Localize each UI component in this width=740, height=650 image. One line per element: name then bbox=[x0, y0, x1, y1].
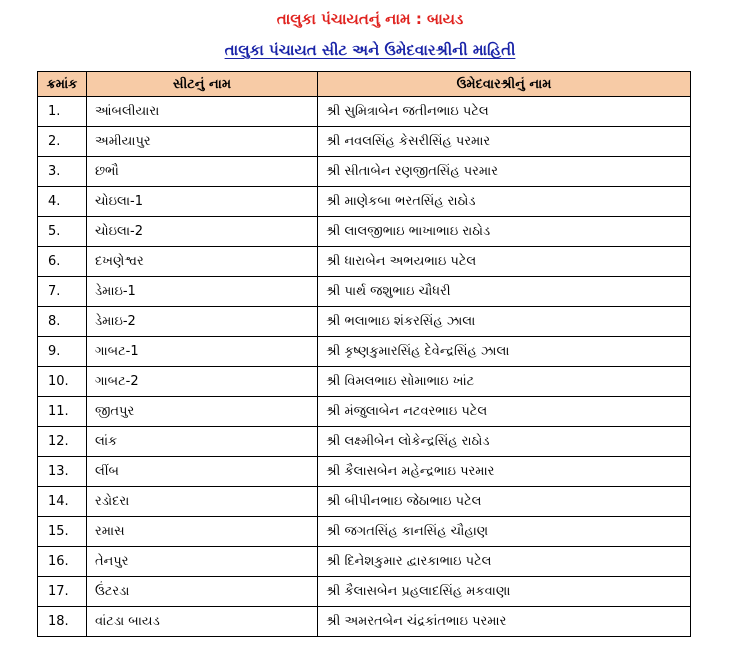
candidate-name-cell: શ્રી કૈલાસબેન પ્રહલાદસિંહ મકવાણા bbox=[318, 577, 691, 607]
serial-number-cell: 11. bbox=[38, 397, 87, 427]
table-row bbox=[38, 247, 691, 277]
serial-number-cell: 3. bbox=[38, 157, 87, 187]
serial-number-cell: 16. bbox=[38, 547, 87, 577]
table-row bbox=[38, 337, 691, 367]
candidate-name-cell: શ્રી કૈલાસબેન મહેન્દ્રભાઇ પરમાર bbox=[318, 457, 691, 487]
candidate-name-cell: શ્રી લાલજીભાઇ ભાખાભાઇ રાઠોડ bbox=[318, 217, 691, 247]
seat-name-cell: રડોદરા bbox=[87, 487, 318, 517]
candidate-name-cell: શ્રી દિનેશકુમાર દ્વારકાભાઇ પટેલ bbox=[318, 547, 691, 577]
serial-number-cell: 7. bbox=[38, 277, 87, 307]
table-header-row bbox=[38, 72, 691, 97]
page-subtitle bbox=[0, 41, 740, 59]
table-row bbox=[38, 487, 691, 517]
seat-name-cell: વાંટડા બાયડ bbox=[87, 607, 318, 637]
serial-number-cell: 1. bbox=[38, 97, 87, 127]
table-row bbox=[38, 187, 691, 217]
candidate-name-cell: શ્રી નવલસિંહ કેસરીસિંહ પરમાર bbox=[318, 127, 691, 157]
table-row bbox=[38, 97, 691, 127]
seat-name-cell: તેનપુર bbox=[87, 547, 318, 577]
seat-name-cell: ઉંટરડા bbox=[87, 577, 318, 607]
seat-name-cell: લાંક bbox=[87, 427, 318, 457]
table-row bbox=[38, 307, 691, 337]
table-row bbox=[38, 217, 691, 247]
serial-number-cell: 17. bbox=[38, 577, 87, 607]
table-row bbox=[38, 127, 691, 157]
seat-name-cell: જીતપુર bbox=[87, 397, 318, 427]
seat-name-cell: છભૌ bbox=[87, 157, 318, 187]
seat-name-cell: લીંબ bbox=[87, 457, 318, 487]
serial-number-cell: 4. bbox=[38, 187, 87, 217]
candidate-name-cell: શ્રી સુમિત્રાબેન જતીનભાઇ પટેલ bbox=[318, 97, 691, 127]
candidate-name-cell: શ્રી જગતસિંહ કાનસિંહ ચૌહાણ bbox=[318, 517, 691, 547]
page-title: તાલુકા પંચાયતનું નામ : બાયડ bbox=[276, 10, 464, 28]
seat-name-cell: અમીયાપુર bbox=[87, 127, 318, 157]
serial-number-cell: 2. bbox=[38, 127, 87, 157]
seat-name-cell: ડેમાઇ-1 bbox=[87, 277, 318, 307]
seat-name-cell: રમાસ bbox=[87, 517, 318, 547]
serial-number-cell: 5. bbox=[38, 217, 87, 247]
table-row bbox=[38, 517, 691, 547]
candidate-name-cell: શ્રી બીપીનભાઇ જેઠાભાઇ પટેલ bbox=[318, 487, 691, 517]
table-row bbox=[38, 397, 691, 427]
table-row bbox=[38, 457, 691, 487]
candidate-name-cell: શ્રી ભલાભાઇ શંકરસિંહ ઝાલા bbox=[318, 307, 691, 337]
header-serial-number: ક્રમાંક bbox=[38, 72, 87, 97]
candidate-name-cell: શ્રી સીતાબેન રણજીતસિંહ પરમાર bbox=[318, 157, 691, 187]
seat-name-cell: ગાબટ-2 bbox=[87, 367, 318, 397]
table-row bbox=[38, 157, 691, 187]
seat-name-cell: દખણેશ્વર bbox=[87, 247, 318, 277]
table-row bbox=[38, 367, 691, 397]
candidate-name-cell: શ્રી ધારાબેન અભયભાઇ પટેલ bbox=[318, 247, 691, 277]
seat-name-cell: ગાબટ-1 bbox=[87, 337, 318, 367]
table-row bbox=[38, 577, 691, 607]
table-row bbox=[38, 547, 691, 577]
serial-number-cell: 14. bbox=[38, 487, 87, 517]
header-candidate-name: ઉમેદવારશ્રીનું નામ bbox=[318, 72, 691, 97]
serial-number-cell: 12. bbox=[38, 427, 87, 457]
seat-name-cell: આંબલીયારા bbox=[87, 97, 318, 127]
seat-name-cell: ચોઇલા-1 bbox=[87, 187, 318, 217]
candidate-name-cell: શ્રી વિમલભાઇ સોમાભાઇ ખાંટ bbox=[318, 367, 691, 397]
serial-number-cell: 10. bbox=[38, 367, 87, 397]
seat-name-cell: ચોઇલા-2 bbox=[87, 217, 318, 247]
seat-name-cell: ડેમાઇ-2 bbox=[87, 307, 318, 337]
serial-number-cell: 9. bbox=[38, 337, 87, 367]
candidate-name-cell: શ્રી લક્ષ્મીબેન લોકેન્દ્રસિંહ રાઠોડ bbox=[318, 427, 691, 457]
page-subtitle-text: તાલુકા પંચાયત સીટ અને ઉમેદવારશ્રીની માહિતી bbox=[224, 41, 516, 59]
serial-number-cell: 6. bbox=[38, 247, 87, 277]
candidate-name-cell: શ્રી પાર્થ જશુભાઇ ચૌધરી bbox=[318, 277, 691, 307]
serial-number-cell: 18. bbox=[38, 607, 87, 637]
candidate-name-cell: શ્રી માણેકબા ભરતસિંહ રાઠોડ bbox=[318, 187, 691, 217]
candidate-name-cell: શ્રી કૃષ્ણકુમારસિંહ દેવેન્દ્રસિંહ ઝાલા bbox=[318, 337, 691, 367]
serial-number-cell: 15. bbox=[38, 517, 87, 547]
candidate-name-cell: શ્રી મંજુલાબેન નટવરભાઇ પટેલ bbox=[318, 397, 691, 427]
table-row bbox=[38, 277, 691, 307]
serial-number-cell: 8. bbox=[38, 307, 87, 337]
table-row bbox=[38, 427, 691, 457]
table-row bbox=[38, 607, 691, 637]
serial-number-cell: 13. bbox=[38, 457, 87, 487]
header-seat-name: સીટનું નામ bbox=[87, 72, 318, 97]
candidate-name-cell: શ્રી અમરતબેન ચંદ્રકાંતભાઇ પરમાર bbox=[318, 607, 691, 637]
candidates-table bbox=[37, 71, 691, 637]
